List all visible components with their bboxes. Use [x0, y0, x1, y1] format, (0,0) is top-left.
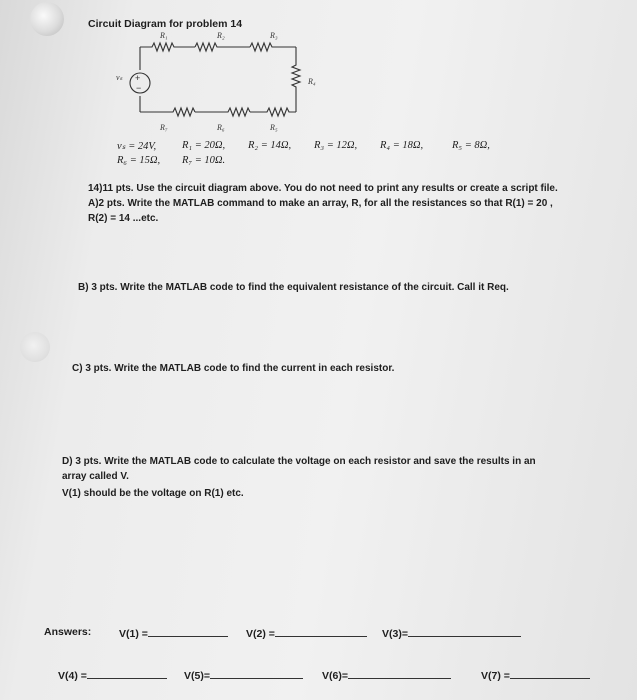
part-a-line2: R(2) = 14 ...etc.	[88, 213, 159, 224]
answer-v2-blank[interactable]	[275, 626, 367, 637]
answer-v5-label: V(5)=	[184, 670, 210, 682]
label-vs: vₛ	[116, 73, 123, 82]
value-r1: R₁ = 20Ω,	[182, 140, 226, 151]
resistor-r2	[195, 43, 250, 51]
answer-v7-label: V(7) =	[481, 670, 510, 682]
answer-v2	[246, 626, 367, 640]
part-d-line1: D) 3 pts. Write the MATLAB code to calculate the voltage on each resistor and save the results in an	[62, 456, 536, 467]
problem-intro: 14)11 pts. Use the circuit diagram above. You do not need to print any results or create a script file.	[88, 183, 558, 194]
value-r7: R₇ = 10Ω.	[182, 155, 226, 166]
label-r5: R₅	[270, 123, 278, 132]
part-b: B) 3 pts. Write the MATLAB code to find the equivalent resistance of the circuit. Call it Req.	[78, 282, 509, 293]
svg-text:−: −	[136, 83, 142, 93]
answer-v5-blank[interactable]	[210, 668, 303, 679]
circuit-diagram	[0, 0, 637, 140]
value-r3: R₃ = 12Ω,	[314, 140, 358, 151]
answer-v7	[481, 668, 590, 682]
answer-v5	[184, 668, 303, 682]
value-r5: R₅ = 8Ω,	[452, 140, 490, 151]
binder-hole	[20, 332, 50, 362]
resistor-r1	[140, 43, 195, 51]
label-r7: R₇	[160, 123, 168, 132]
part-c: C) 3 pts. Write the MATLAB code to find the current in each resistor.	[72, 363, 395, 374]
resistor-r6	[195, 108, 250, 116]
answer-v4-blank[interactable]	[87, 668, 167, 679]
answer-v1-label: V(1) =	[119, 628, 148, 640]
resistor-r3	[250, 43, 296, 51]
resistor-r7	[140, 108, 195, 116]
answers-label: Answers:	[44, 626, 92, 638]
resistor-r4	[292, 47, 300, 112]
label-r4: R₄	[308, 77, 316, 86]
answer-v1-blank[interactable]	[148, 626, 228, 637]
answer-v6	[322, 668, 451, 682]
label-r1: R₁	[160, 31, 168, 40]
answer-v2-label: V(2) =	[246, 628, 275, 640]
svg-text:+: +	[135, 73, 141, 83]
value-r2: R₂ = 14Ω,	[248, 140, 292, 151]
resistor-r5	[250, 108, 296, 116]
label-r2: R₂	[217, 31, 225, 40]
value-r6: R₆ = 15Ω,	[117, 155, 161, 166]
value-r4: R₄ = 18Ω,	[380, 140, 424, 151]
answer-v7-blank[interactable]	[510, 668, 590, 679]
answer-v1	[119, 626, 228, 640]
answer-v3-blank[interactable]	[408, 626, 521, 637]
answer-v4-label: V(4) =	[58, 670, 87, 682]
answer-v6-blank[interactable]	[348, 668, 451, 679]
part-d-line3: V(1) should be the voltage on R(1) etc.	[62, 488, 244, 499]
answer-v3-label: V(3)=	[382, 628, 408, 640]
part-a-line1: A)2 pts. Write the MATLAB command to make an array, R, for all the resistances so that R(1) = 20 ,	[88, 198, 553, 209]
answer-v3	[382, 626, 521, 640]
label-r3: R₃	[270, 31, 278, 40]
value-vs: vₛ = 24V,	[117, 141, 157, 152]
answer-v4	[58, 668, 167, 682]
part-d-line2: array called V.	[62, 471, 129, 482]
page-title: Circuit Diagram for problem 14	[88, 18, 243, 30]
label-r6: R₆	[217, 123, 225, 132]
answer-v6-label: V(6)=	[322, 670, 348, 682]
